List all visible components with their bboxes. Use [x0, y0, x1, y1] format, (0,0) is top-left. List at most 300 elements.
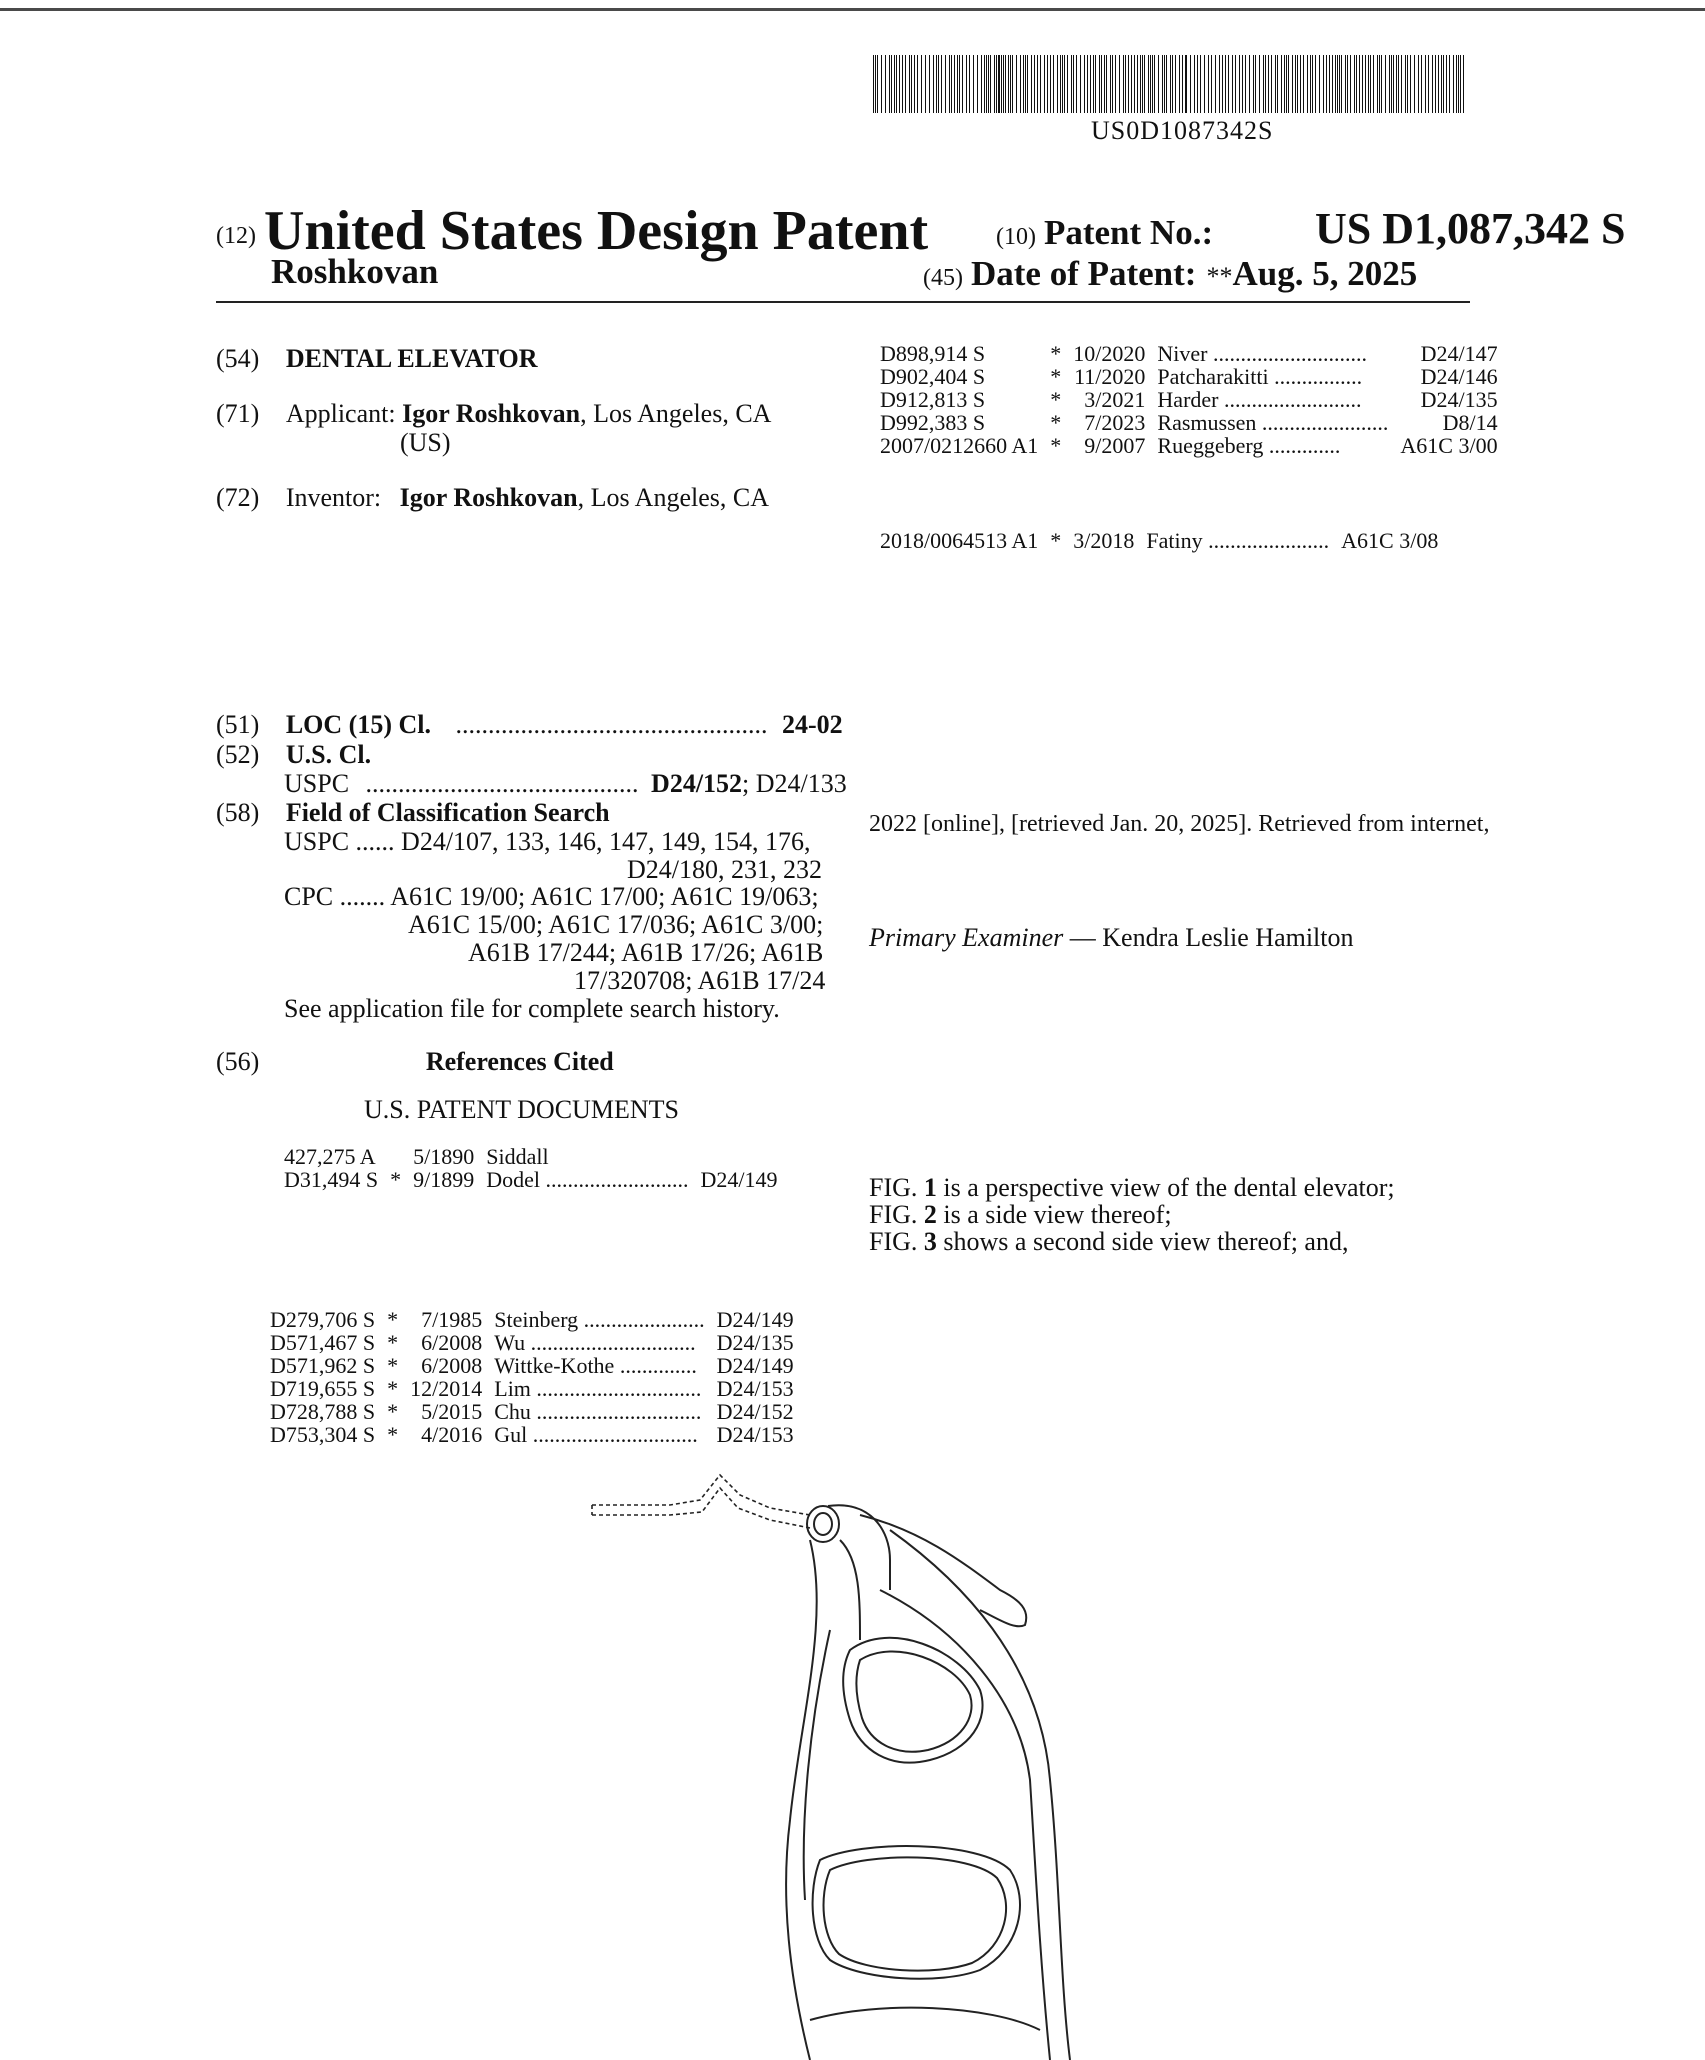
barcode-bar: [1265, 55, 1266, 113]
barcode-bar: [1197, 55, 1198, 113]
field-code: (54): [216, 344, 260, 373]
barcode-icon: [873, 55, 1469, 113]
figure-text: shows a second side view thereof; and,: [936, 1227, 1349, 1256]
reference-number: 2007/0212660 A1: [880, 433, 1039, 458]
examiner-label: Primary Examiner: [869, 923, 1064, 952]
barcode-bar: [905, 55, 906, 113]
references-cited-label: References Cited: [425, 1047, 614, 1076]
reference-inventor: Gul ..............................: [494, 1422, 698, 1447]
figure-prefix: FIG.: [869, 1173, 924, 1202]
reference-star: *: [387, 1307, 399, 1332]
barcode-bar: [1410, 55, 1411, 113]
reference-row: [880, 529, 1438, 552]
reference-number: D279,706 S: [270, 1307, 376, 1332]
barcode-bar: [1067, 55, 1068, 113]
barcode-bar: [981, 55, 982, 113]
barcode-bar: [1106, 55, 1107, 113]
barcode-bar: [1259, 55, 1260, 113]
reference-star: *: [1050, 387, 1062, 412]
field-code: (56): [216, 1047, 260, 1076]
barcode-bar: [1350, 55, 1351, 113]
barcode-bar: [1425, 55, 1426, 113]
us-classification: [216, 742, 371, 768]
barcode-bar: [1297, 55, 1298, 113]
field-uspc-line-2: D24/180, 231, 232: [627, 855, 822, 884]
barcode-bar: [877, 55, 878, 113]
reference-class: D24/135: [1420, 387, 1498, 412]
reference-class: D24/149: [716, 1353, 794, 1378]
barcode-bar: [984, 55, 985, 113]
us-patent-documents-label: U.S. PATENT DOCUMENTS: [364, 1095, 679, 1124]
barcode-bar: [1050, 55, 1051, 113]
barcode-bar: [1080, 55, 1081, 113]
barcode-bar: [1277, 55, 1278, 113]
reference-number: D571,962 S: [270, 1353, 376, 1378]
kind-code-number: (12): [216, 223, 256, 249]
applicant-surname: Roshkovan: [271, 252, 439, 291]
barcode-bar: [896, 55, 897, 113]
reference-row: [270, 1308, 794, 1331]
uspc-line: [284, 771, 847, 797]
barcode-bar: [911, 55, 912, 113]
barcode-bar: [1263, 55, 1264, 113]
figure-number: 1: [923, 1173, 937, 1202]
reference-date: 12/2014: [410, 1376, 483, 1401]
barcode-bar: [1310, 55, 1311, 113]
barcode-bar: [1101, 55, 1102, 113]
reference-inventor: Lim ..............................: [494, 1376, 702, 1401]
barcode-bar: [1134, 55, 1135, 113]
barcode-bar: [1255, 55, 1256, 113]
reference-star: *: [387, 1422, 399, 1447]
barcode-bar: [1453, 55, 1454, 113]
barcode-bar: [1300, 55, 1301, 113]
barcode-bar: [1245, 55, 1246, 113]
reference-inventor: Steinberg ......................: [494, 1307, 705, 1332]
barcode-bar: [1441, 55, 1442, 113]
reference-inventor: Harder .........................: [1157, 387, 1362, 412]
references-table-right-publications: [880, 529, 1438, 552]
reference-inventor: Wu ..............................: [494, 1330, 696, 1355]
references-table-left: [270, 1308, 794, 1446]
reference-row: [270, 1400, 794, 1423]
barcode-bar: [1093, 55, 1094, 113]
barcode-bar: [1319, 55, 1320, 113]
barcode-bar: [1389, 55, 1390, 113]
reference-star: *: [1050, 364, 1062, 389]
barcode-bar: [1341, 55, 1342, 113]
reference-class: D24/147: [1420, 341, 1498, 366]
barcode-bar: [957, 55, 958, 113]
uspc-dots: ..........................................: [365, 769, 639, 798]
barcode-bar: [1115, 55, 1116, 113]
invention-title: DENTAL ELEVATOR: [285, 344, 538, 373]
barcode-bar: [1354, 55, 1355, 113]
barcode-bar: [1239, 55, 1240, 113]
barcode-bar: [959, 55, 960, 113]
barcode-bar: [1326, 55, 1327, 113]
reference-inventor: Patcharakitti ................: [1157, 364, 1363, 389]
loc-label: LOC (15) Cl.: [285, 710, 431, 739]
barcode-bar: [1110, 55, 1111, 113]
reference-star: *: [387, 1353, 399, 1378]
barcode-bar: [1031, 55, 1032, 113]
reference-number: D728,788 S: [270, 1399, 376, 1424]
barcode-bar: [1362, 55, 1363, 113]
field-code: (58): [216, 798, 260, 827]
barcode-bar: [1131, 55, 1132, 113]
barcode-bar: [1040, 55, 1041, 113]
reference-date: 11/2020: [1074, 364, 1146, 389]
date-label: Date of Patent:: [970, 254, 1197, 293]
date-code: (45): [923, 265, 963, 291]
handle-outline: [786, 1505, 1070, 2060]
barcode-bar: [902, 55, 903, 113]
barcode-bar: [1393, 55, 1394, 113]
reference-class: A61C 3/00: [1400, 433, 1498, 458]
barcode-bar: [988, 55, 989, 113]
reference-row: [880, 434, 1498, 457]
reference-star: *: [387, 1330, 399, 1355]
barcode-bar: [1456, 55, 1457, 113]
barcode-bar: [1414, 55, 1415, 113]
reference-inventor: Fatiny ......................: [1146, 528, 1330, 553]
barcode-bar: [1137, 55, 1138, 113]
barcode-bar: [1152, 55, 1153, 113]
loc-dots: ................................................: [455, 710, 768, 739]
barcode-bar: [1435, 55, 1436, 113]
barcode-bar: [1381, 55, 1382, 113]
barcode-bar: [945, 55, 946, 113]
barcode-bar: [1286, 55, 1287, 113]
barcode-bar: [1365, 55, 1366, 113]
barcode-bar: [1027, 55, 1028, 113]
examiner-name: Kendra Leslie Hamilton: [1102, 923, 1354, 952]
barcode-bar: [1204, 55, 1205, 113]
reference-number: D912,813 S: [880, 387, 986, 412]
reference-date: 6/2008: [421, 1353, 483, 1378]
barcode-bar: [1095, 55, 1096, 113]
uscl-label: U.S. Cl.: [285, 740, 372, 769]
reference-date: 9/1899: [413, 1167, 475, 1192]
reference-row: [284, 1168, 778, 1191]
barcode-bar: [1373, 55, 1374, 113]
title-field: [216, 346, 538, 372]
barcode-bar: [1194, 55, 1195, 113]
barcode-bar: [1060, 55, 1061, 113]
reference-row: [880, 365, 1498, 388]
barcode-bar: [1112, 55, 1113, 113]
barcode-bar: [1370, 55, 1371, 113]
barcode-bar: [1142, 55, 1143, 113]
barcode-bar: [1281, 55, 1282, 113]
search-history-note: See application file for complete search history.: [284, 994, 780, 1023]
barcode-bar: [1228, 55, 1229, 113]
barcode-bar: [1463, 55, 1464, 113]
field-uspc-line-1: USPC ...... D24/107, 133, 146, 147, 149, 154, 176,: [284, 827, 811, 856]
barcode-bar: [889, 55, 890, 113]
reference-date: 7/2023: [1084, 410, 1146, 435]
barcode-bar: [929, 55, 930, 113]
reference-row: [270, 1423, 794, 1446]
barcode-bar: [1064, 55, 1065, 113]
reference-inventor: Wittke-Kothe ..............: [494, 1353, 697, 1378]
reference-number: 427,275 A: [284, 1144, 376, 1169]
barcode-bar: [1071, 55, 1072, 113]
barcode-bar: [1025, 55, 1026, 113]
reference-number: D719,655 S: [270, 1376, 376, 1401]
barcode-bar: [1062, 55, 1063, 113]
reference-date: 3/2021: [1084, 387, 1146, 412]
reference-date: 4/2016: [421, 1422, 483, 1447]
barcode-bar: [977, 55, 978, 113]
date-of-patent-line: [923, 256, 1417, 291]
barcode-bar: [1332, 55, 1333, 113]
barcode-bar: [1339, 55, 1340, 113]
top-border: [0, 8, 1705, 11]
barcode-bar: [1268, 55, 1269, 113]
barcode-bar: [1391, 55, 1392, 113]
barcode-bar: [1119, 55, 1120, 113]
barcode-bar: [949, 55, 950, 113]
barcode-bar: [1001, 55, 1002, 113]
reference-star: *: [1050, 341, 1062, 366]
barcode-bar: [1144, 55, 1145, 113]
reference-star: *: [390, 1167, 402, 1192]
reference-class: D24/149: [716, 1307, 794, 1332]
barcode-bar: [1428, 55, 1429, 113]
barcode-bar: [1232, 55, 1233, 113]
barcode-bar: [933, 55, 934, 113]
barcode-bar: [1179, 55, 1180, 113]
barcode-bar: [1418, 55, 1419, 113]
barcode-bar: [1337, 55, 1338, 113]
reference-row: [270, 1331, 794, 1354]
barcode-bar: [1405, 55, 1406, 113]
barcode-number: US0D1087342S: [1091, 116, 1274, 145]
barcode-bar: [1432, 55, 1433, 113]
barcode-bar: [1407, 55, 1408, 113]
figure-description: [869, 1228, 1395, 1255]
barcode-bar: [1271, 55, 1272, 113]
barcode-bar: [1170, 55, 1171, 113]
barcode-bar: [1008, 55, 1009, 113]
barcode-bar: [1158, 55, 1159, 113]
reference-row: [880, 388, 1498, 411]
barcode-bar: [1044, 55, 1045, 113]
inventor-name: Igor Roshkovan: [399, 483, 578, 512]
reference-row: [880, 411, 1498, 434]
barcode-bar: [1012, 55, 1013, 113]
barcode-bar: [1219, 55, 1220, 113]
field-cpc-line-2: A61C 15/00; A61C 17/036; A61C 3/00;: [408, 910, 824, 939]
reference-date: 6/2008: [421, 1330, 483, 1355]
inventor-label: Inventor:: [285, 483, 382, 512]
reference-date: 5/1890: [413, 1144, 475, 1169]
reference-date: 3/2018: [1073, 528, 1135, 553]
barcode-bar: [1162, 55, 1163, 113]
barcode-bar: [1421, 55, 1422, 113]
barcode-bar: [1396, 55, 1397, 113]
barcode-bar: [1222, 55, 1223, 113]
primary-examiner: [869, 925, 1354, 951]
barcode-bar: [1084, 55, 1085, 113]
reference-class: D24/135: [716, 1330, 794, 1355]
barcode-bar: [1275, 55, 1276, 113]
references-table-early: [284, 1145, 778, 1191]
barcode-bar: [966, 55, 967, 113]
figure-number: 2: [923, 1200, 937, 1229]
barcode-bar: [1140, 55, 1141, 113]
barcode-bar: [1335, 55, 1336, 113]
reference-class: D24/153: [716, 1422, 794, 1447]
barcode-bar: [1211, 55, 1212, 113]
reference-number: D902,404 S: [880, 364, 986, 389]
reference-inventor: Chu ..............................: [494, 1399, 702, 1424]
patent-header-title-line: [216, 200, 929, 262]
applicant-label: Applicant:: [285, 399, 396, 428]
barcode-bar: [990, 55, 991, 113]
barcode-bar: [1057, 55, 1058, 113]
barcode-bar: [1034, 55, 1035, 113]
barcode-bar: [909, 55, 910, 113]
barcode-bar: [1010, 55, 1011, 113]
barcode-bar: [1003, 55, 1004, 113]
date-stars: **: [1206, 262, 1233, 291]
barcode-bar: [1150, 55, 1151, 113]
reference-number: D753,304 S: [270, 1422, 376, 1447]
figure-description: [869, 1174, 1395, 1201]
barcode-bar: [1385, 55, 1386, 113]
barcode-bar: [1315, 55, 1316, 113]
barcode-bar: [1076, 55, 1077, 113]
field-of-search: [216, 800, 610, 826]
barcode-bar: [1359, 55, 1360, 113]
barcode-bar: [1123, 55, 1124, 113]
patent-number-label: Patent No.:: [1043, 213, 1214, 252]
barcode-bar: [1253, 55, 1254, 113]
barcode-bar: [1292, 55, 1293, 113]
barcode-bar: [1090, 55, 1091, 113]
barcode-bar: [996, 55, 997, 113]
barcode-bar: [1303, 55, 1304, 113]
barcode-bar: [873, 55, 874, 113]
reference-row: [270, 1354, 794, 1377]
figure-description: [869, 1201, 1395, 1228]
field-cpc-line-4: 17/320708; A61B 17/24: [574, 966, 826, 995]
uspc-main-class: D24/152: [651, 769, 743, 798]
barcode-bar: [1073, 55, 1074, 113]
barcode-bar: [1379, 55, 1380, 113]
figure-prefix: FIG.: [869, 1227, 924, 1256]
reference-inventor: Siddall: [486, 1144, 549, 1169]
reference-row: [284, 1145, 778, 1168]
barcode-bar: [1190, 55, 1191, 113]
reference-class: A61C 3/08: [1341, 528, 1439, 553]
online-retrieval-note: 2022 [online], [retrieved Jan. 20, 2025]. Retrieved from internet,: [869, 811, 1490, 837]
reference-number: 2018/0064513 A1: [880, 528, 1039, 553]
patent-number-line: [996, 215, 1213, 250]
field-code: (52): [216, 740, 260, 769]
patent-number-code: (10): [996, 224, 1036, 250]
barcode-bar: [994, 55, 995, 113]
barcode-bar: [1329, 55, 1330, 113]
reference-row: [880, 342, 1498, 365]
barcode-bar: [1438, 55, 1439, 113]
barcode-bar: [1053, 55, 1054, 113]
applicant-country: (US): [400, 428, 451, 457]
reference-inventor: Niver ............................: [1157, 341, 1368, 366]
patent-date: Aug. 5, 2025: [1232, 254, 1418, 293]
barcode-bar: [1047, 55, 1048, 113]
reference-class: D24/153: [716, 1376, 794, 1401]
barcode-bar: [925, 55, 926, 113]
field-code: (72): [216, 483, 260, 512]
barcode-bar: [1449, 55, 1450, 113]
applicant-field: [216, 401, 771, 427]
barcode-bar: [1242, 55, 1243, 113]
figure-number: 3: [923, 1227, 937, 1256]
reference-inventor: Rasmussen .......................: [1157, 410, 1389, 435]
barcode-bar: [1099, 55, 1100, 113]
barcode-bar: [1443, 55, 1444, 113]
barcode-bar: [1172, 55, 1173, 113]
barcode-bar: [1307, 55, 1308, 113]
barcode-bar: [1148, 55, 1149, 113]
barcode-bar: [917, 55, 918, 113]
barcode-bar: [1377, 55, 1378, 113]
barcode-bar: [894, 55, 895, 113]
barcode-bar: [1345, 55, 1346, 113]
barcode-bar: [973, 55, 974, 113]
barcode-bar: [969, 55, 970, 113]
barcode-bar: [1023, 55, 1024, 113]
barcode-bar: [1398, 55, 1399, 113]
barcode-bar: [1185, 55, 1187, 113]
document-title: United States Design Patent: [263, 200, 929, 262]
applicant-location: , Los Angeles, CA: [580, 399, 772, 428]
barcode-bar: [1288, 55, 1289, 113]
barcode-bar: [1249, 55, 1250, 113]
reference-star: *: [1050, 410, 1062, 435]
barcode-bar: [1347, 55, 1348, 113]
barcode-bar: [1128, 55, 1129, 113]
barcode-bar: [998, 55, 1000, 113]
barcode-bar: [1175, 55, 1176, 113]
barcode-bar: [1225, 55, 1226, 113]
reference-class: D24/149: [700, 1167, 778, 1192]
barcode-bar: [1295, 55, 1296, 113]
figure-text: is a perspective view of the dental elevator;: [936, 1173, 1395, 1202]
barcode-bar: [1020, 55, 1021, 113]
barcode-bar: [1125, 55, 1126, 113]
barcode-bar: [1284, 55, 1285, 113]
figure-prefix: FIG.: [869, 1200, 924, 1229]
reference-class: D24/152: [716, 1399, 794, 1424]
uspc-label: USPC: [284, 769, 350, 798]
field-cpc-line-1: CPC ....... A61C 19/00; A61C 17/00; A61C 19/063;: [284, 882, 819, 911]
loc-classification: [216, 712, 843, 738]
reference-date: 7/1985: [421, 1307, 483, 1332]
barcode-bar: [986, 55, 987, 113]
reference-star: *: [387, 1376, 399, 1401]
barcode-bar: [936, 55, 937, 113]
barcode-bar: [1154, 55, 1155, 113]
references-cited-heading: [216, 1049, 614, 1075]
barcode-bar: [881, 55, 882, 113]
uspc-other-class: ; D24/133: [742, 769, 847, 798]
barcode-bar: [954, 55, 955, 113]
